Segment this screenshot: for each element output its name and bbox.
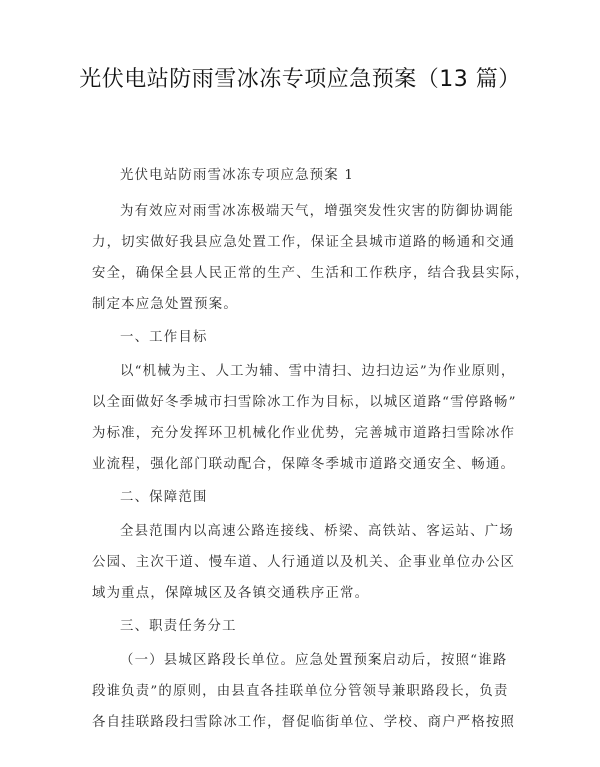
paragraph-line: 各自挂联路段扫雪除冰工作，督促临街单位、学校、商户严格按照 <box>92 715 516 730</box>
paragraph-line: （一）县城区路段长单位。应急处置预案启动后，按照“谁路 <box>120 653 508 668</box>
paragraph-line: 域为重点，保障城区及各镇交通秩序正常。 <box>92 586 370 601</box>
paragraph-line: 以“机械为主、人工为辅、雪中清扫、边扫边运”为作业原则， <box>120 364 516 379</box>
paragraph-line: 公园、主次干道、慢车道、人行通道以及机关、企事业单位办公区 <box>92 555 516 570</box>
paragraph-line: 全县范围内以高速公路连接线、桥梁、高铁站、客运站、广场 <box>120 524 514 539</box>
section-heading: 三、职责任务分工 <box>120 619 237 634</box>
section-subtitle: 光伏电站防雨雪冰冻专项应急预案 1 <box>120 168 355 183</box>
paragraph-line: 业流程，强化部门联动配合，保障冬季城市道路交通安全、畅通。 <box>92 457 516 472</box>
paragraph-line: 力，切实做好我县应急处置工作，保证全县城市道路的畅通和交通 <box>92 235 516 250</box>
paragraph-line: 为标准，充分发挥环卫机械化作业优势，完善城市道路扫雪除冰作 <box>92 426 516 441</box>
paragraph-line: 段谁负责”的原则，由县直各挂联单位分管领导兼职路段长，负责 <box>92 684 509 699</box>
paragraph-line: 以全面做好冬季城市扫雪除冰工作为目标，以城区道路“雪停路畅” <box>92 395 517 410</box>
paragraph-line: 安全，确保全县人民正常的生产、生活和工作秩序，结合我县实际， <box>92 266 530 281</box>
paragraph-line: 制定本应急处置预案。 <box>92 297 238 312</box>
section-heading: 一、工作目标 <box>120 330 208 345</box>
section-heading: 二、保障范围 <box>120 490 208 505</box>
document-title: 光伏电站防雨雪冰冻专项应急预案（13 篇） <box>79 67 521 92</box>
paragraph-line: 为有效应对雨雪冰冻极端天气，增强突发性灾害的防御协调能 <box>120 204 514 219</box>
